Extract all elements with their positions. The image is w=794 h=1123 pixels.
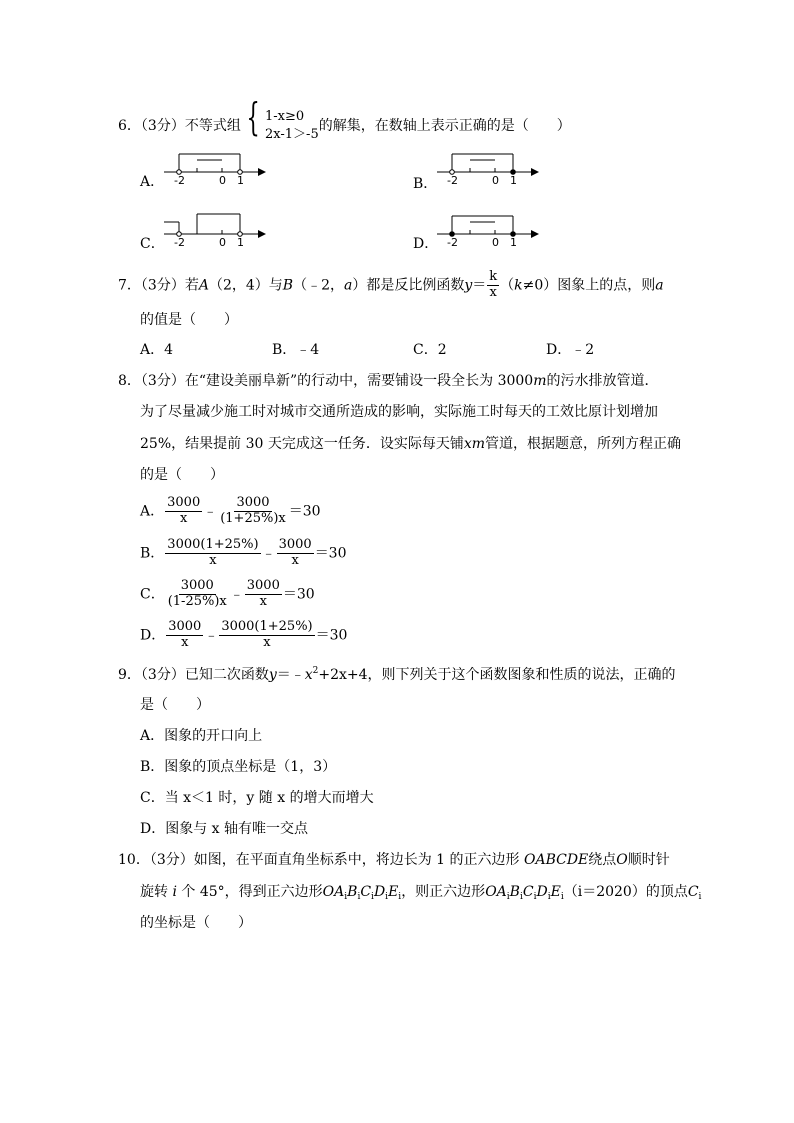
tick-label: 0 xyxy=(492,236,499,249)
tick-label: -2 xyxy=(447,174,458,187)
tick-label: 1 xyxy=(510,174,517,187)
question-8-line1: 8．（3分）在“建设美丽阜新”的行动中，需要铺设一段全长为 3000m的污水排放管道． xyxy=(118,373,659,389)
number-line-b xyxy=(433,146,543,190)
option-d-label: D． xyxy=(413,236,439,252)
question-10-line3: 的坐标是（ ） xyxy=(140,915,252,931)
q8-option-d: D． $\frac{3000}{x}$ ﹣ $\frac{3000(1+25\%)}{x}$ ＝30 xyxy=(140,619,348,650)
q8-option-c: C． $\frac{3000}{(1-25\%)x}$ ﹣ $\frac{3000}{x}$ ＝30 xyxy=(140,578,315,609)
q9-option-a: A．图象的开口向上 xyxy=(140,728,263,744)
q8-option-a: A． $\frac{3000}{x}$ ﹣ $\frac{3000}{(1+25\%)x}$ ＝30 xyxy=(140,495,321,526)
q7-option-c: C．2 xyxy=(413,342,447,358)
q9-option-b: B．图象的顶点坐标是（1，3） xyxy=(140,759,337,775)
question-10-line1: 10．（3分）如图，在平面直角坐标系中，将边长为 1 的正六边形 OABCDE绕点O顺时针 xyxy=(118,852,670,868)
q7-option-d: D．﹣2 xyxy=(546,342,595,358)
fraction-k-over-x: $\frac{k}{x}$ xyxy=(489,269,498,300)
question-8-line3: 25%，结果提前 30 天完成这一任务．设实际每天铺xm管道，根据题意，所列方程正确 xyxy=(140,436,682,452)
option-c-label: C． xyxy=(140,236,165,252)
tick-label: 0 xyxy=(219,236,226,249)
question-8-line2: 为了尽量减少施工时对城市交通所造成的影响，实际施工时每天的工效比原计划增加 xyxy=(140,404,658,420)
question-6-stem: 6．（3分）不等式组 { 1-x≥0 2x-1＞-5 的解集，在数轴上表示正确的是（ ） xyxy=(118,95,571,142)
tick-label: -2 xyxy=(174,174,185,187)
tick-label: -2 xyxy=(174,236,185,249)
question-10-line2: 旋转 i 个 45°，得到正六边形$OA_iB_iC_iD_iE_i$，则正六边形$OA_iB_iC_iD_iE_i(i=2020)$的顶点$C_i$ xyxy=(140,884,702,902)
question-7-stem: 7．（3分）若A（2，4）与B（﹣2，a）都是反比例函数y＝ $\frac{k}{x}$ （k≠0）图象上的点，则a xyxy=(118,269,664,300)
tick-label: 1 xyxy=(237,236,244,249)
q7-option-a: A．4 xyxy=(140,342,174,358)
number-line-d xyxy=(433,208,543,252)
tick-label: 1 xyxy=(237,174,244,187)
q7-option-b: B．﹣4 xyxy=(272,342,320,358)
tick-label: -2 xyxy=(447,236,458,249)
option-b-label: B． xyxy=(413,176,438,192)
question-8-line4: 的是（ ） xyxy=(140,467,224,483)
number-line-c xyxy=(160,208,270,252)
question-9-line2: 是（ ） xyxy=(140,697,210,713)
tick-label: 0 xyxy=(219,174,226,187)
q9-option-c: C．当 x＜1 时，y 随 x 的增大而增大 xyxy=(140,790,374,806)
option-a-label: A． xyxy=(140,174,165,190)
question-9-stem: 9．（3分）已知二次函数$y=﹣x^2+2x+4$，则下列关于这个函数图象和性质的说法，正确的 xyxy=(118,666,676,683)
q8-option-b: B． $\frac{3000(1+25\%)}{x}$ ﹣ $\frac{3000}{x}$ ＝30 xyxy=(140,537,347,568)
number-line-a xyxy=(160,146,270,190)
question-7-line2: 的值是（ ） xyxy=(140,312,238,328)
q9-option-d: D．图象与 x 轴有唯一交点 xyxy=(140,821,309,837)
tick-label: 1 xyxy=(510,236,517,249)
tick-label: 0 xyxy=(492,174,499,187)
